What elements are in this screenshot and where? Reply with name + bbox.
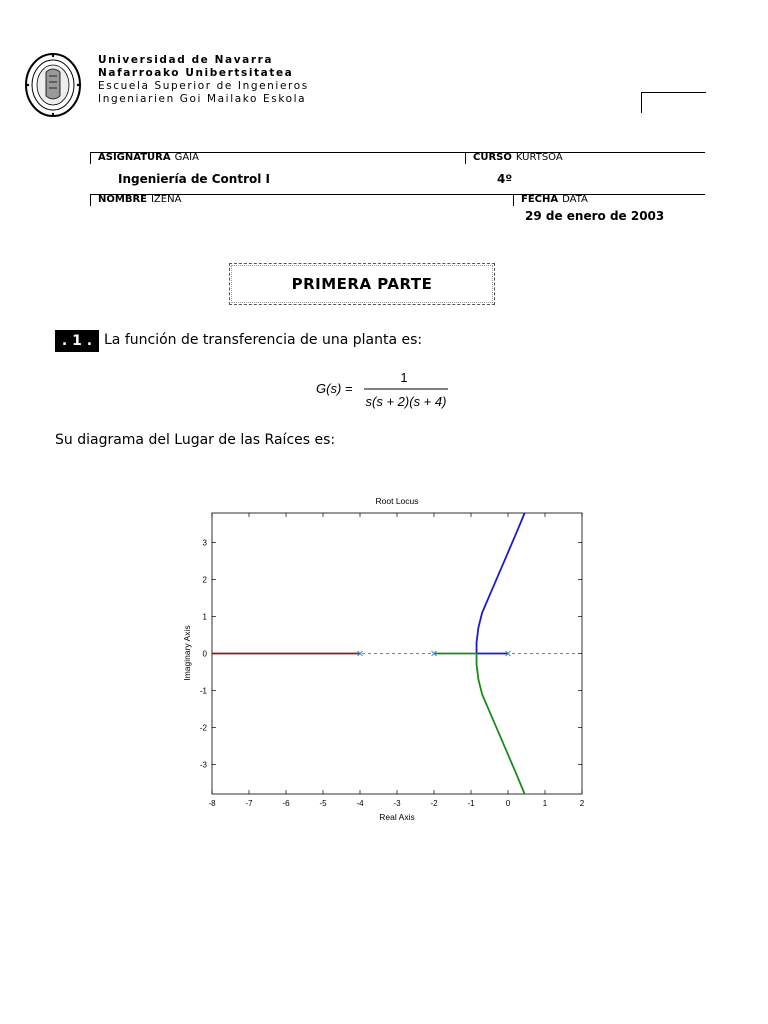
y-tick-label: -2 bbox=[199, 723, 207, 733]
root-locus-chart bbox=[170, 490, 600, 830]
form-tick bbox=[513, 194, 514, 206]
fecha-value: 29 de enero de 2003 bbox=[525, 209, 665, 223]
question-number: . 1 . bbox=[55, 330, 99, 352]
followup-text: Su diagrama del Lugar de las Raíces es: bbox=[55, 432, 336, 448]
x-tick-label: -3 bbox=[393, 799, 401, 808]
formula-denominator: s(s + 2)(s + 4) bbox=[365, 394, 447, 409]
university-seal-icon bbox=[24, 52, 82, 118]
y-tick-label: 3 bbox=[202, 538, 207, 548]
formula-numerator: 1 bbox=[400, 370, 408, 385]
x-tick-label: -8 bbox=[208, 799, 216, 808]
x-tick-label: -1 bbox=[467, 799, 475, 808]
y-tick-label: 1 bbox=[202, 612, 207, 622]
locus-branch-2 bbox=[477, 513, 525, 654]
school-name-basque: Ingeniarien Goi Mailako Eskola bbox=[98, 93, 307, 105]
form-tick bbox=[90, 152, 91, 164]
chart-svg bbox=[170, 490, 600, 830]
form-tick bbox=[465, 152, 466, 164]
y-tick-label: -1 bbox=[199, 686, 207, 696]
section-title: PRIMERA PARTE bbox=[291, 275, 433, 293]
x-tick-label: 2 bbox=[579, 799, 585, 808]
asignatura-value: Ingeniería de Control I bbox=[118, 172, 270, 186]
x-tick-label: -5 bbox=[319, 799, 327, 808]
university-name: Universidad de Navarra bbox=[98, 54, 274, 66]
x-axis-label: Real Axis bbox=[379, 812, 415, 822]
y-axis-label: Imaginary Axis bbox=[182, 625, 192, 681]
university-header bbox=[98, 54, 309, 106]
formula-lhs: G(s) = bbox=[316, 381, 353, 396]
school-name: Escuela Superior de Ingenieros bbox=[98, 80, 309, 92]
y-tick-label: 2 bbox=[202, 575, 207, 585]
x-tick-label: -2 bbox=[430, 799, 438, 808]
fecha-label: FECHA DATA bbox=[521, 194, 588, 205]
curso-label: CURSO KURTSOA bbox=[473, 152, 563, 163]
nombre-label: NOMBRE IZENA bbox=[98, 194, 182, 205]
chart-title: Root Locus bbox=[375, 496, 419, 506]
asignatura-label: ASIGNATURA GAIA bbox=[98, 152, 199, 163]
grade-box bbox=[641, 92, 706, 113]
x-tick-label: 0 bbox=[505, 799, 511, 808]
x-tick-label: 1 bbox=[542, 799, 548, 808]
y-tick-label: -3 bbox=[199, 760, 207, 770]
curso-value: 4º bbox=[497, 172, 513, 186]
form-line-middle bbox=[90, 194, 705, 195]
x-tick-label: -4 bbox=[356, 799, 364, 808]
locus-branch-3 bbox=[434, 654, 525, 795]
university-name-basque: Nafarroako Unibertsitatea bbox=[98, 67, 294, 79]
form-tick bbox=[90, 194, 91, 206]
question-text: La función de transferencia de una planta es: bbox=[104, 332, 423, 348]
y-tick-label: 0 bbox=[202, 649, 207, 659]
x-tick-label: -7 bbox=[245, 799, 253, 808]
x-tick-label: -6 bbox=[282, 799, 290, 808]
transfer-function-formula bbox=[314, 368, 464, 420]
